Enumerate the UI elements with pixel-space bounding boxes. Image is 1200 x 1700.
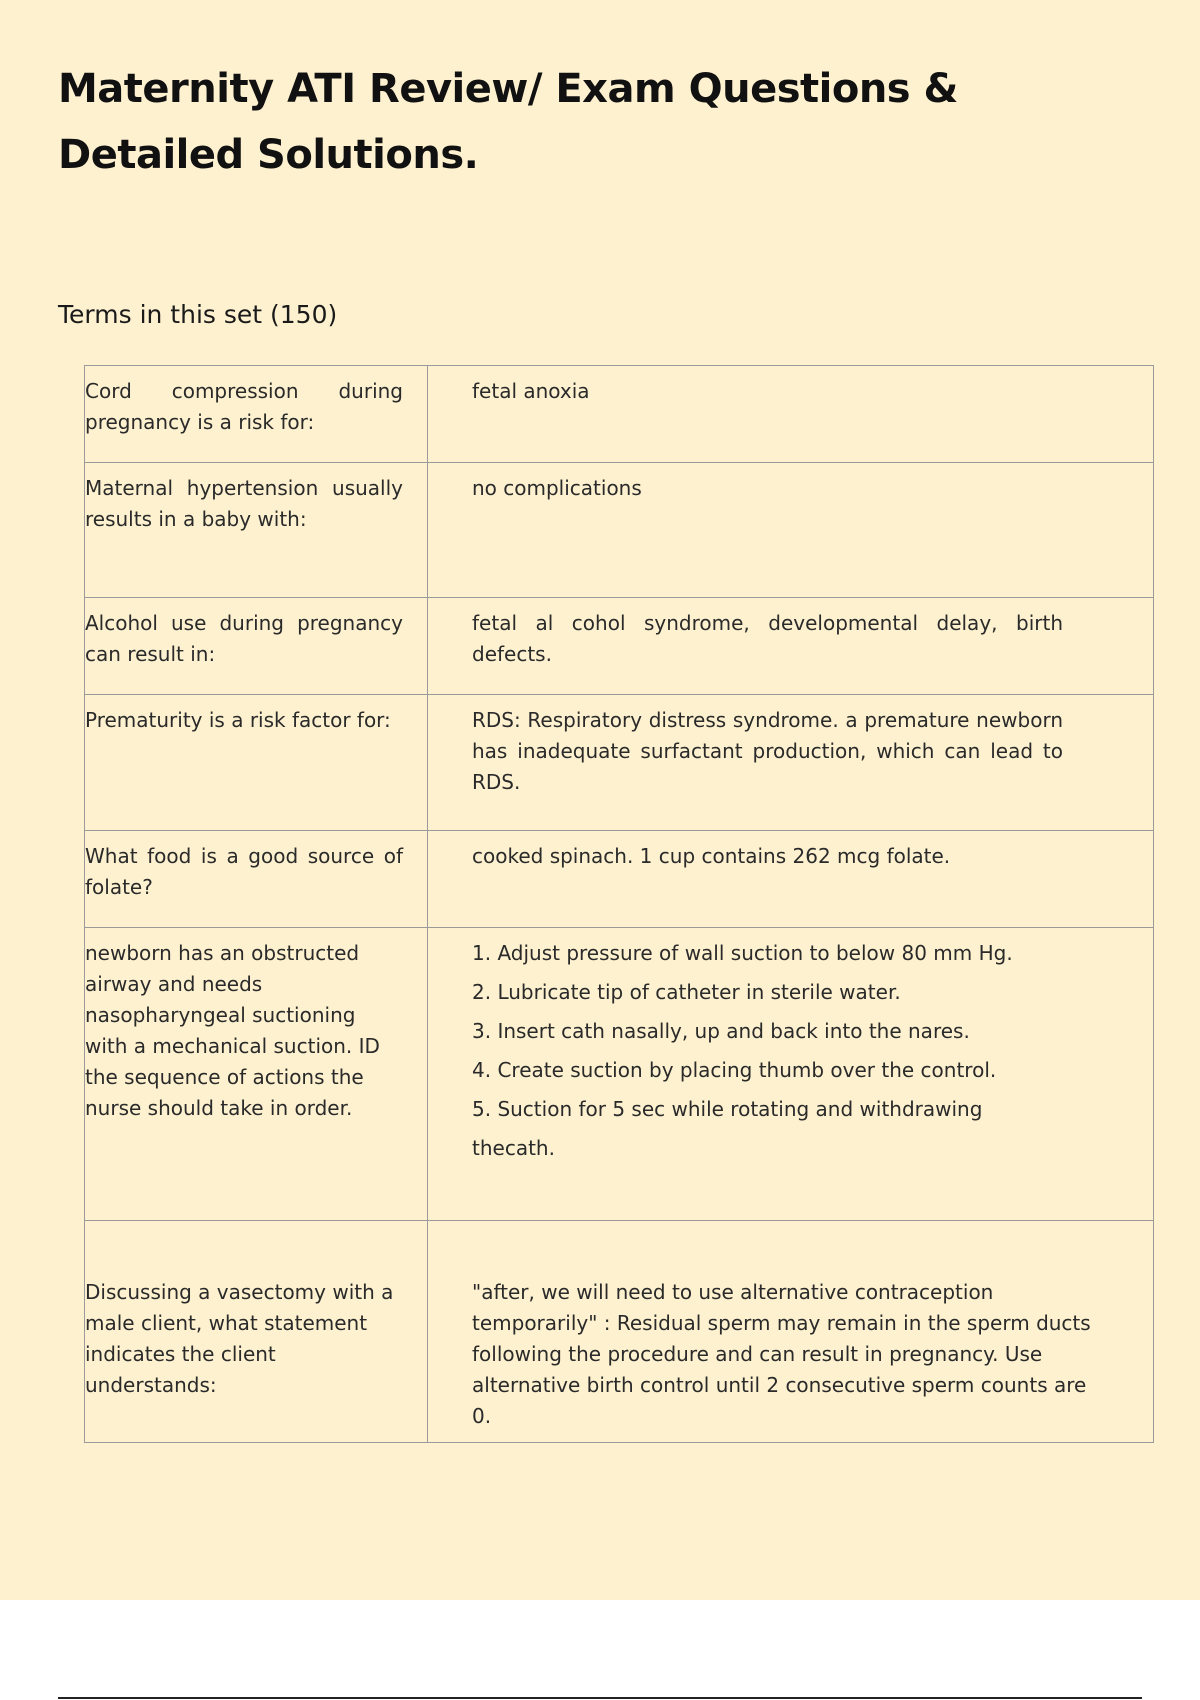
table-row	[85, 463, 1154, 598]
definition-cell: cooked spinach. 1 cup contains 262 mcg folate.	[428, 831, 1154, 928]
list-item: 3. Insert cath nasally, up and back into the nares.	[472, 1019, 970, 1043]
term-cell: Cord compression during pregnancy is a risk for:	[85, 366, 428, 463]
table-row	[85, 1221, 1154, 1443]
definition-cell: "after, we will need to use alternative contraception temporarily" : Residual sperm may remain in the sperm ducts following the procedure and can result in pregnancy. Use alternative birth control until 2 consecutive sperm counts are 0.	[428, 1221, 1154, 1443]
table-row	[85, 695, 1154, 831]
definition-cell: no complications	[428, 463, 1154, 598]
definition-cell: RDS: Respiratory distress syndrome. a premature newborn has inadequate surfactant production, which can lead to RDS.	[428, 695, 1154, 831]
term-cell: Maternal hypertension usually results in a baby with:	[85, 463, 428, 598]
list-item: 4. Create suction by placing thumb over the control.	[472, 1058, 997, 1082]
list-item: 2. Lubricate tip of catheter in sterile water.	[472, 980, 901, 1004]
table-row	[85, 831, 1154, 928]
term-cell: Prematurity is a risk factor for:	[85, 695, 428, 831]
document-title: Maternity ATI Review/ Exam Questions & Detailed Solutions.	[58, 66, 958, 178]
suction-steps-list	[472, 934, 1063, 1168]
term-cell: What food is a good source of folate?	[85, 831, 428, 928]
terms-count-heading: Terms in this set (150)	[58, 300, 338, 329]
term-cell: newborn has an obstructed airway and needs nasopharyngeal suctioning with a mechanical suction. ID the sequence of actions the nurse should take in order.	[85, 928, 428, 1221]
definition-cell: fetal al cohol syndrome, developmental delay, birth defects.	[428, 598, 1154, 695]
definition-cell	[428, 928, 1154, 1221]
table-row	[85, 366, 1154, 463]
footer-divider	[58, 1697, 1142, 1699]
terms-table	[84, 365, 1154, 1443]
definition-cell: fetal anoxia	[428, 366, 1154, 463]
list-item: 1. Adjust pressure of wall suction to below 80 mm Hg.	[472, 941, 1013, 965]
list-item: 5. Suction for 5 sec while rotating and withdrawing thecath.	[472, 1097, 983, 1160]
table-row	[85, 598, 1154, 695]
table-row	[85, 928, 1154, 1221]
term-cell: Discussing a vasectomy with a male client, what statement indicates the client understands:	[85, 1221, 428, 1443]
term-cell: Alcohol use during pregnancy can result in:	[85, 598, 428, 695]
